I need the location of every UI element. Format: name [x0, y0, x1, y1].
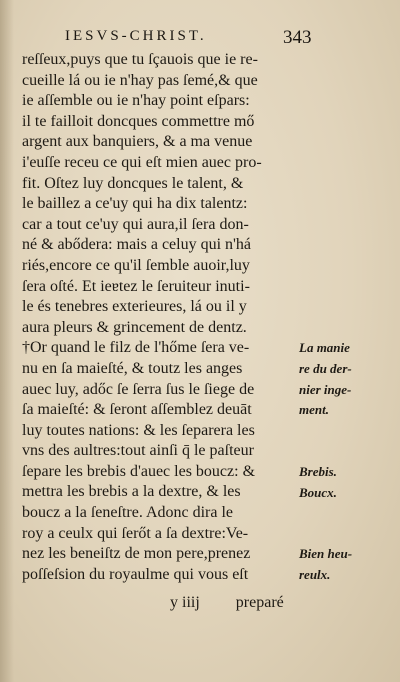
signature-mark: y iiij [170, 594, 200, 611]
margin-note: ment. [299, 402, 329, 418]
text-line: nez les beneiſtz de mon pere,prenez [22, 545, 251, 563]
page-gutter-shadow [0, 0, 14, 682]
text-line: nu en ſa maieſté, & toutz les anges [22, 359, 243, 377]
text-line: boucz a la ſeneſtre. Adonc dira le [22, 504, 234, 522]
text-line: le baillez a ce'uy qui ha dix talentz: [22, 195, 248, 213]
body-text [22, 50, 297, 585]
margin-note: re du der- [299, 361, 352, 376]
text-line: ſera oſté. Et ieɐtez le ſeruiteur inuti- [22, 277, 250, 295]
text-line: roy a ceulx qui ſerőt a ſa dextre:Ve- [22, 524, 249, 542]
text-line: ie aſſemble ou ie n'hay point eſpars: [22, 92, 250, 110]
text-line: fit. Oſtez luy doncques le talent, & [22, 174, 244, 192]
text-line: ſepare les brebis d'auec les boucz: & [22, 462, 256, 480]
margin-note: Bien heu- [299, 546, 353, 562]
text-line: i'euſſe receu ce qui eſt mien auec pro- [22, 153, 262, 171]
catchword: preparé [235, 594, 284, 611]
margin-note: reulx. [299, 567, 331, 582]
margin-note: Boucx. [299, 484, 337, 500]
text-line: vns des aultres:tout ainſi q̄ le paſteur [22, 442, 254, 460]
margin-note: nier inge- [299, 381, 352, 397]
text-line: †Or quand le filz de l'hőme ſera ve- [22, 339, 250, 357]
text-line: argent aux banquiers, & a ma venue [22, 133, 253, 151]
text-line: cueille lá ou ie n'hay pas ſemé,& que [22, 71, 258, 89]
text-line: riés,encore ce qu'il ſemble auoir,luy [22, 256, 250, 274]
text-line: poſſeſsion du royaulme qui vous eſt [22, 565, 249, 583]
text-line: il te failloit doncques commettre mő [22, 112, 255, 130]
text-line: le és tenebres exterieures, lá ou il y [22, 298, 247, 316]
margin-note: La manie [299, 340, 350, 356]
text-line: auec luy, adőc ſe ſerra ſus le ſiege de [22, 380, 255, 398]
text-line: mettra les brebis a la dextre, & les [22, 483, 241, 501]
running-title: IESVS-CHRIST. [65, 28, 207, 44]
text-line: né & abődera: mais a celuy qui n'há [22, 236, 252, 254]
page-footer [170, 594, 284, 612]
margin-note: Brebis. [299, 464, 337, 479]
page-number: 343 [283, 27, 312, 48]
text-line: aura pleurs & grincement de dentz. [22, 318, 247, 336]
text-line: ſa maieſté: & ſeront aſſemblez deuāt [22, 401, 252, 419]
text-line: reſſeux,puys que tu ſçauois que ie re- [22, 51, 258, 68]
text-line: car a tout ce'uy qui aura,il ſera don- [22, 215, 249, 233]
text-line: luy toutes nations: & les ſeparera les [22, 421, 255, 439]
